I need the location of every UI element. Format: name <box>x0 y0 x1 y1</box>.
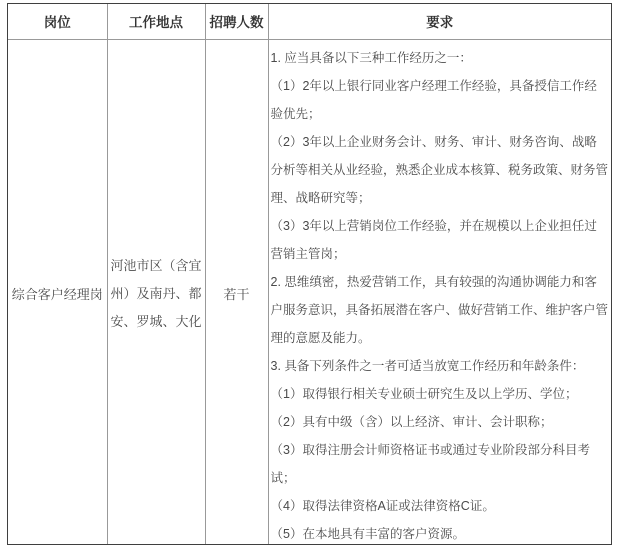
requirement-line: （1）取得银行相关专业硕士研究生及以上学历、学位； <box>270 386 578 401</box>
job-requirements-table <box>8 4 611 545</box>
header-row <box>8 4 611 39</box>
col-header-position: 岗位 <box>8 4 107 39</box>
requirement-line: （2）3年以上企业财务会计、财务、审计、财务咨询、战略分析等相关从业经验，熟悉企业成本核算、税务政策、财务管理、战略研究等； <box>270 134 609 205</box>
requirement-line: （4）取得法律资格A证或法律资格C证。 <box>270 498 495 513</box>
job-table-frame <box>7 3 612 545</box>
requirement-line: （5）在本地具有丰富的客户资源。 <box>270 526 465 541</box>
cell-location: 河池市区（含宜州）及南丹、都安、罗城、大化 <box>107 39 205 545</box>
cell-requirements <box>268 39 611 545</box>
requirement-line: （3）取得注册会计师资格证书或通过专业阶段部分科目考试； <box>270 442 590 485</box>
col-header-headcount: 招聘人数 <box>205 4 268 39</box>
table-row <box>8 39 611 545</box>
requirement-line: （1）2年以上银行同业客户经理工作经验，具备授信工作经验优先； <box>270 78 597 121</box>
requirement-line: 2. 思维缜密，热爱营销工作，具有较强的沟通协调能力和客户服务意识，具备拓展潜在客户、做好营销工作、维护客户管理的意愿及能力。 <box>270 274 609 345</box>
requirement-line: （2）具有中级（含）以上经济、审计、会计职称； <box>270 414 553 429</box>
requirement-line: （3）3年以上营销岗位工作经验，并在规模以上企业担任过营销主管岗； <box>270 218 597 261</box>
requirement-line: 3. 具备下列条件之一者可适当放宽工作经历和年龄条件： <box>270 358 585 373</box>
cell-headcount: 若干 <box>205 39 268 545</box>
cell-position: 综合客户经理岗 <box>8 39 107 545</box>
col-header-requirements: 要求 <box>268 4 611 39</box>
requirement-line: 1. 应当具备以下三种工作经历之一： <box>270 50 472 65</box>
col-header-location: 工作地点 <box>107 4 205 39</box>
